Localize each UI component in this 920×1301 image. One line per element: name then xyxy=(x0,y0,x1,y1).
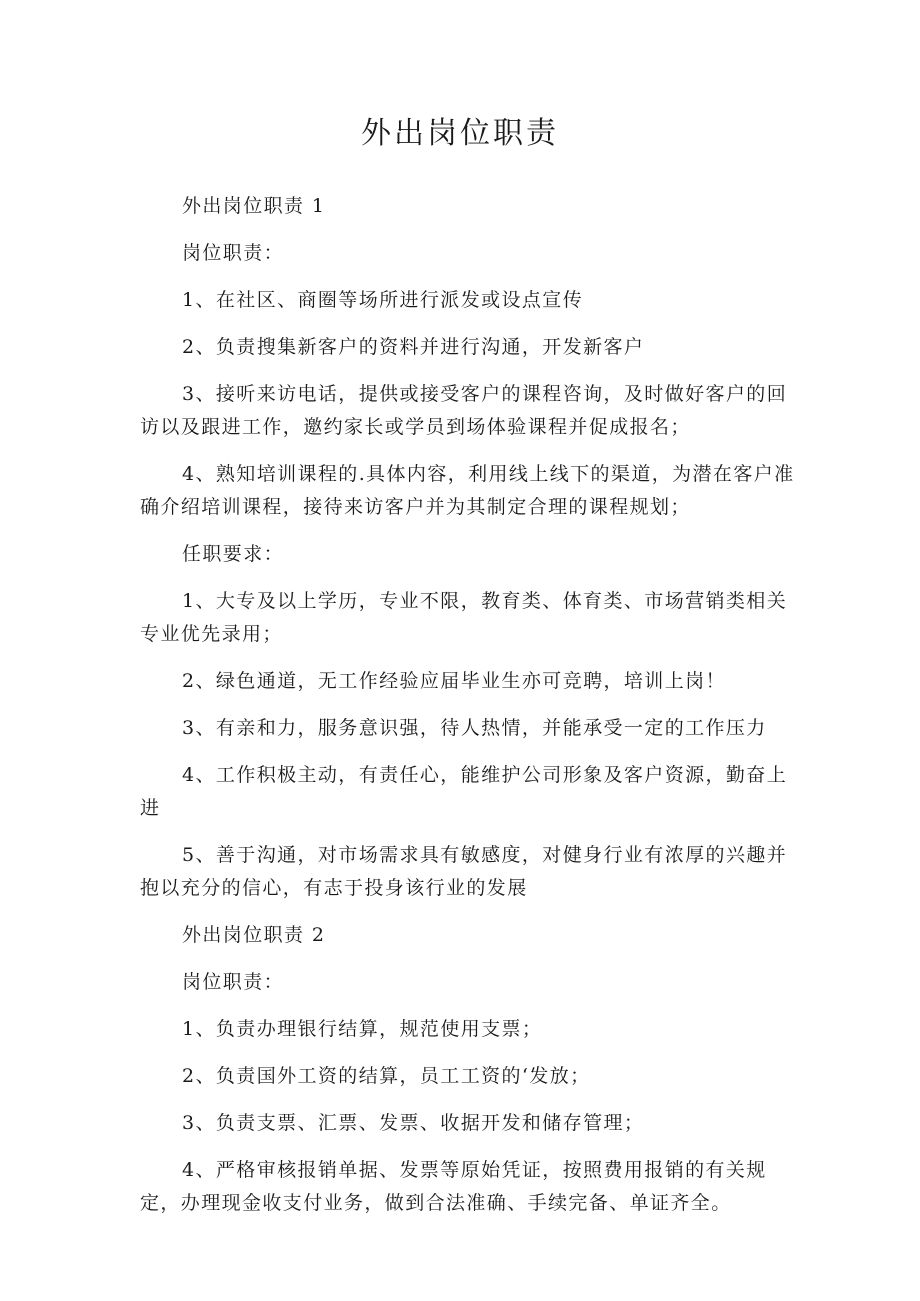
requirement-item: 3、有亲和力，服务意识强，待人热情，并能承受一定的工作压力 xyxy=(182,717,767,739)
duties-heading: 岗位职责： xyxy=(182,242,285,264)
duty-item: 3、接听来访电话，提供或接受客户的课程咨询，及时做好客户的回访以及跟进工作，邀约家长或学员到场体验课程并促成报名； xyxy=(140,383,788,438)
requirement-item: 5、善于沟通，对市场需求具有敏感度，对健身行业有浓厚的兴趣并抱以充分的信心，有志于投身该行业的发展 xyxy=(140,844,788,899)
document-title: 外出岗位职责 xyxy=(361,116,559,151)
duty-item: 4、熟知培训课程的.具体内容，利用线上线下的渠道，为潜在客户准确介绍培训课程，接待来访客户并为其制定合理的课程规划； xyxy=(140,463,795,518)
section-heading-1: 外出岗位职责 1 xyxy=(182,195,326,217)
requirements-heading: 任职要求： xyxy=(182,543,285,565)
duty-item: 3、负责支票、汇票、发票、收据开发和储存管理； xyxy=(182,1112,645,1134)
document-body xyxy=(140,190,800,1234)
duty-item: 2、负责国外工资的结算，员工工资的‘发放； xyxy=(182,1065,591,1087)
section-heading-2: 外出岗位职责 2 xyxy=(182,924,326,946)
duty-item: 4、严格审核报销单据、发票等原始凭证，按照费用报销的有关规定，办理现金收支付业务，做到合法准确、手续完备、单证齐全。 xyxy=(140,1159,767,1214)
duty-item: 1、在社区、商圈等场所进行派发或设点宣传 xyxy=(182,289,584,311)
duty-item: 1、负责办理银行结算，规范使用支票； xyxy=(182,1018,543,1040)
requirement-item: 4、工作积极主动，有责任心，能维护公司形象及客户资源，勤奋上进 xyxy=(140,764,788,819)
duties-heading: 岗位职责： xyxy=(182,971,285,993)
requirement-item: 2、绿色通道，无工作经验应届毕业生亦可竞聘，培训上岗！ xyxy=(182,670,726,692)
requirement-item: 1、大专及以上学历，专业不限，教育类、体育类、市场营销类相关专业优先录用； xyxy=(140,590,788,645)
duty-item: 2、负责搜集新客户的资料并进行沟通，开发新客户 xyxy=(182,336,645,358)
